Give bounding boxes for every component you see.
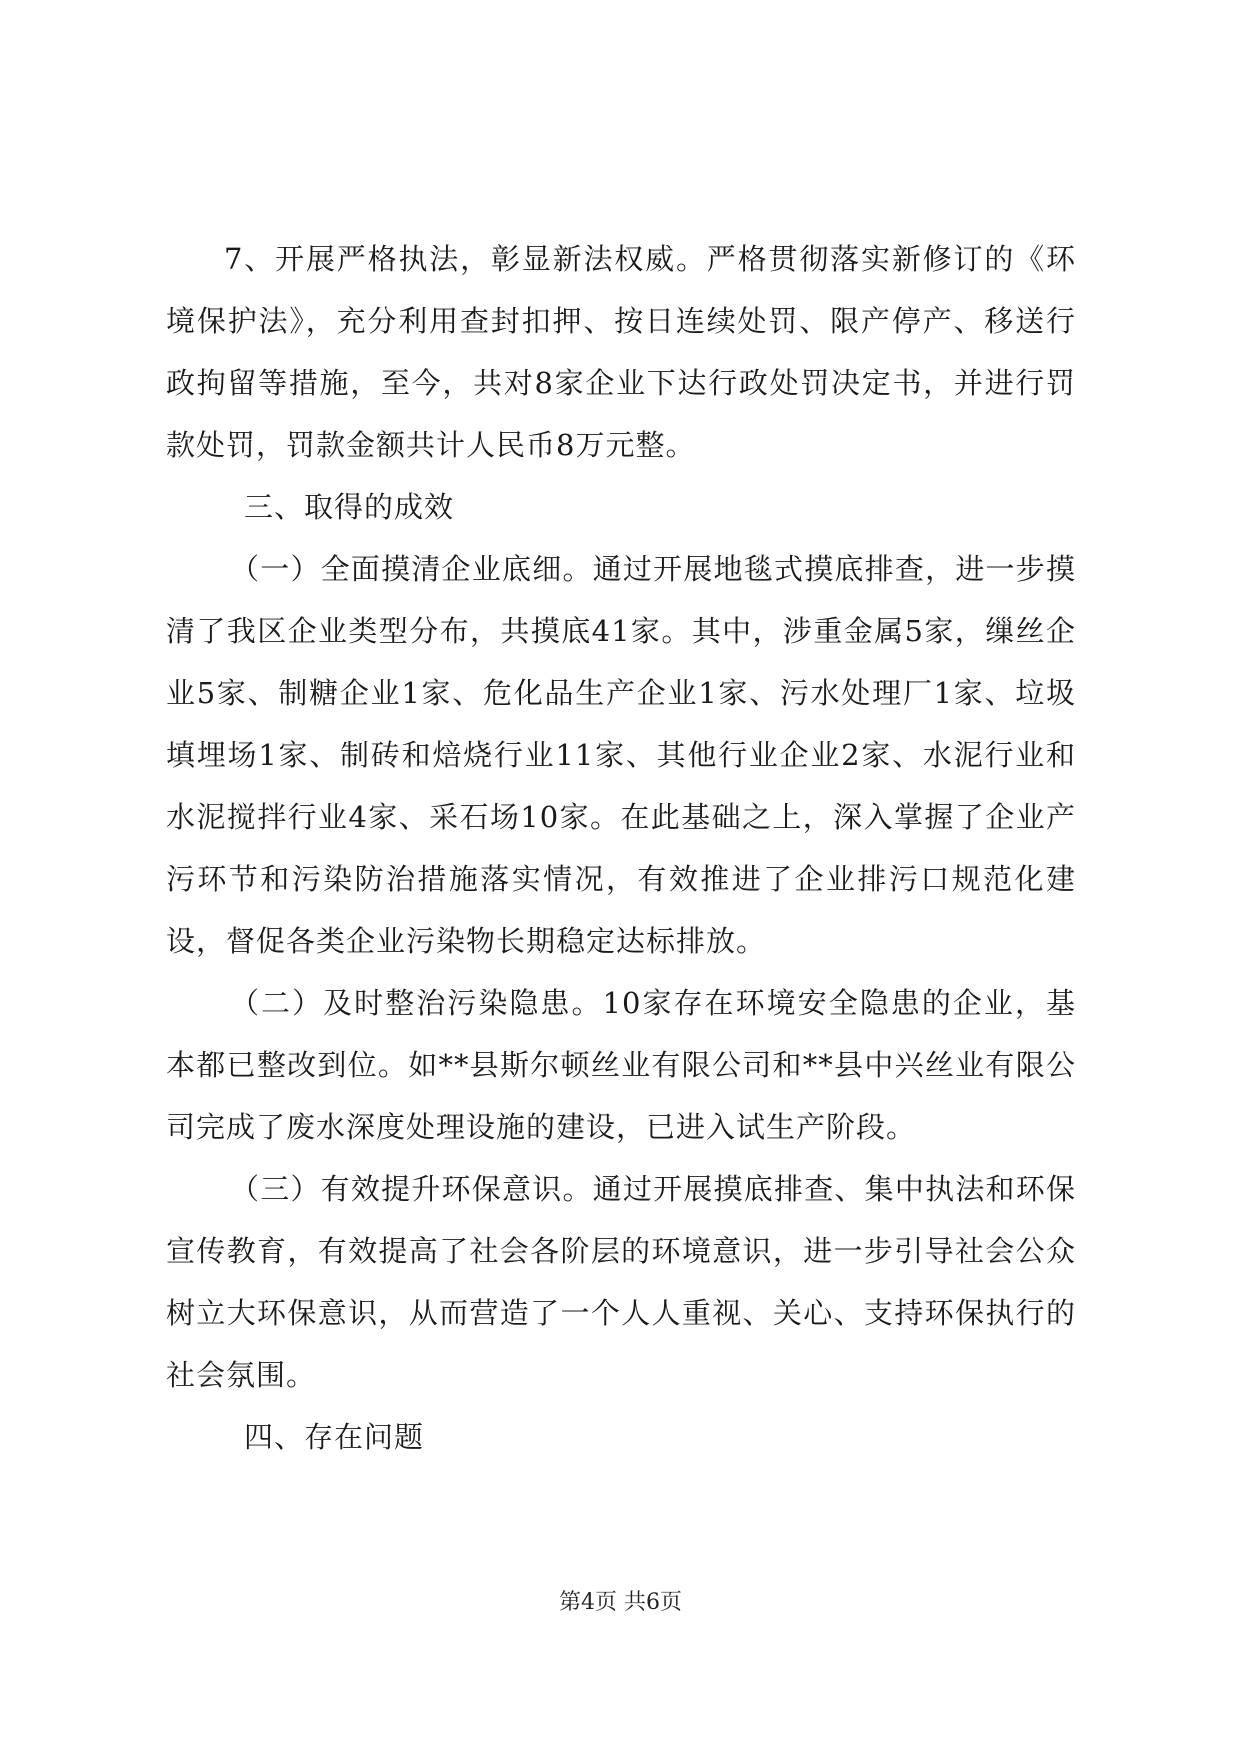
paragraph-achievement-3: （三）有效提升环保意识。通过开展摸底排查、集中执法和环保宣传教育，有效提高了社会各阶层的环境意识，进一步引导社会公众树立大环保意识，从而营造了一个人人重视、关心、支持环保执行的社会氛围。 [166, 1172, 1076, 1392]
section-heading-achievements: 三、取得的成效 [244, 490, 455, 524]
paragraph-item-7: 7、开展严格执法，彰显新法权威。严格贯彻落实新修订的《环境保护法》，充分利用查封扣押、按日连续处罚、限产停产、移送行政拘留等措施，至今，共对8家企业下达行政处罚决定书，并进行罚款处罚，罚款金额共计人民币8万元整。 [166, 242, 1076, 462]
paragraph-achievement-2: （二）及时整治污染隐患。10家存在环境安全隐患的企业，基本都已整改到位。如**县斯尔顿丝业有限公司和**县中兴丝业有限公司完成了废水深度处理设施的建设，已进入试生产阶段。 [166, 986, 1076, 1144]
section-heading-problems: 四、存在问题 [244, 1420, 425, 1454]
page-number: 第4页 [559, 1590, 617, 1615]
page-total: 共6页 [624, 1590, 682, 1615]
document-body [166, 228, 1076, 1468]
page-footer [0, 1588, 1241, 1618]
paragraph-achievement-1: （一）全面摸清企业底细。通过开展地毯式摸底排查，进一步摸清了我区企业类型分布，共摸底41家。其中，涉重金属5家，缫丝企业5家、制糖企业1家、危化品生产企业1家、污水处理厂1家、垃圾填埋场1家、制砖和焙烧行业11家、其他行业企业2家、水泥行业和水泥搅拌行业4家、采石场10家。在此基础之上，深入掌握了企业产污环节和污染防治措施落实情况，有效推进了企业排污口规范化建设，督促各类企业污染物长期稳定达标排放。 [166, 552, 1076, 958]
